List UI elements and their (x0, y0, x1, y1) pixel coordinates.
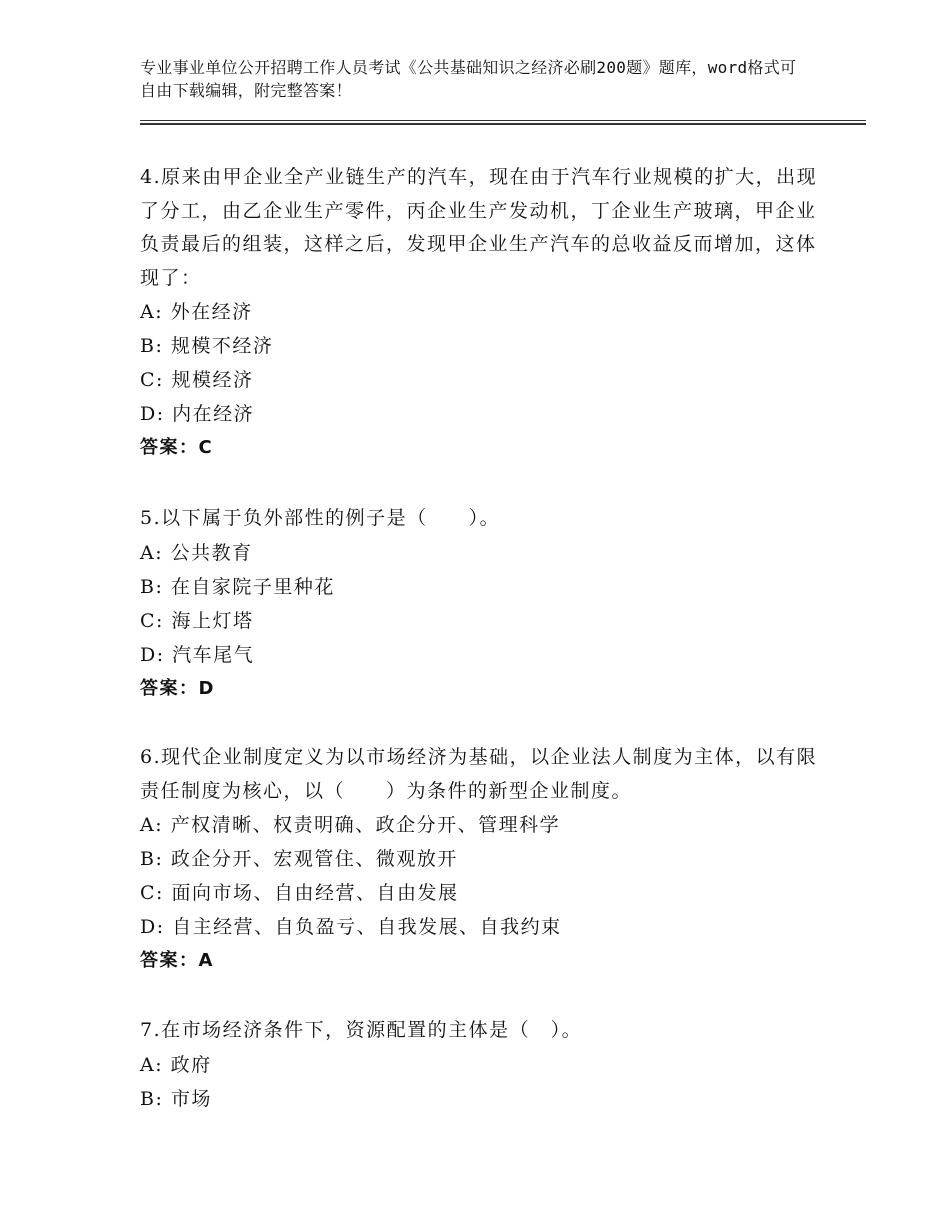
answer-label: 答案：A (140, 950, 214, 971)
option-c: C: 规模经济 (140, 369, 254, 391)
question-4 (140, 161, 820, 465)
option-b: B: 政企分开、宏观管住、微观放开 (140, 848, 458, 870)
answer-label: 答案：D (140, 677, 215, 699)
question-stem: 5.以下属于负外部性的例子是（ ）。 (140, 507, 501, 529)
question-stem: 7.在市场经济条件下，资源配置的主体是（ ）。 (140, 1019, 583, 1041)
option-a: A: 政府 (140, 1053, 212, 1076)
question-stem: 6.现代企业制度定义为以市场经济为基础，以企业法人制度为主体，以有限责任制度为核心，以（ ）为条件的新型企业制度。 (140, 746, 818, 802)
question-7 (140, 1014, 820, 1116)
option-c: C: 海上灯塔 (140, 609, 254, 632)
option-c: C: 面向市场、自由经营、自由发展 (140, 882, 459, 904)
option-a: A: 产权清晰、权责明确、政企分开、管理科学 (140, 814, 561, 836)
option-b: B: 在自家院子里种花 (140, 575, 335, 598)
option-d: D: 自主经营、自负盈亏、自我发展、自我约束 (140, 916, 562, 938)
option-a: A: 外在经济 (140, 301, 253, 323)
answer-label: 答案：C (140, 437, 214, 458)
option-b: B: 市场 (140, 1087, 212, 1110)
question-5 (140, 502, 820, 706)
document-header: 专业事业单位公开招聘工作人员考试《公共基础知识之经济必刷200题》题库，word格式可自由下载编辑，附完整答案！ (140, 58, 797, 100)
header-divider (140, 120, 866, 125)
option-d: D: 汽车尾气 (140, 643, 255, 666)
question-6 (140, 741, 820, 978)
option-a: A: 公共教育 (140, 541, 253, 564)
option-b: B: 规模不经济 (140, 335, 274, 357)
question-stem: 4.原来由甲企业全产业链生产的汽车，现在由于汽车行业规模的扩大，出现了分工，由乙企业生产零件，丙企业生产发动机，丁企业生产玻璃，甲企业负责最后的组装，这样之后，发现甲企业生产汽车的总收益反而增加，这体现了： (140, 166, 818, 289)
option-d: D: 内在经济 (140, 403, 255, 425)
